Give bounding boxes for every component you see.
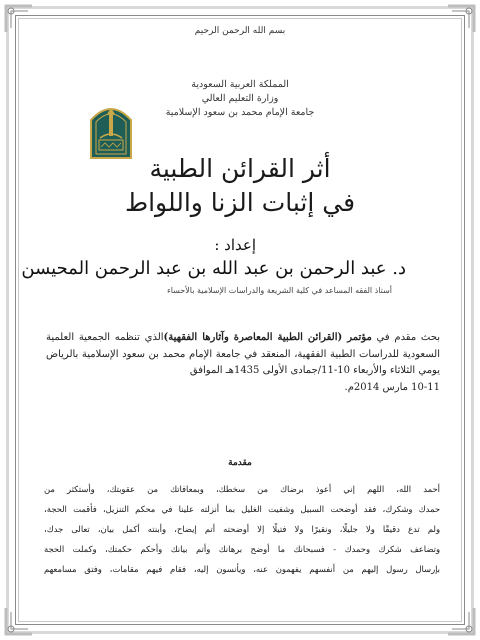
conference-title: (القرائن الطبية المعاصرة وآثارها الفقهية) <box>163 332 348 343</box>
conference-label: مؤتمر <box>347 332 372 343</box>
prepared-by-label: إعداد : <box>214 236 256 254</box>
intro-line: بإرسال رسول إليهم من أنفسهم يفهمون عنه، ويأنسون إليه، فقام فيهم مقامات، وفتق مسامعهم <box>44 564 440 574</box>
author-name: د. عبد الرحمن بن عبد الله بن عبد الرحمن المحيسن <box>21 258 406 279</box>
university-name: جامعة الإمام محمد بن سعود الإسلامية <box>165 107 315 118</box>
intro-line: ولم تدع دقيقًا ولا جليلًا، ونقيرًا ولا فتيلًا إلا أوضحته أتم إيضاح، وأبنته أكمل بيان، تعالى جدك، <box>44 524 440 534</box>
title-line-1: أثر القرائن الطبية <box>149 154 331 183</box>
abstract-paragraph <box>46 330 440 396</box>
intro-line: أحمد الله، اللهم إني أعوذ برضاك من سخطك، وبمعافاتك من عقوبتك، وأستكثر من <box>44 484 440 494</box>
abstract-line-1: الذي تنظمه الجمعية العلمية السعودية للدراسات الطبية الفقهية، المنعقد في جامعة الإمام محمد بن سعود <box>46 332 440 360</box>
intro-heading: مقدمة <box>228 458 252 468</box>
title-line-2: في إثبات الزنا واللواط <box>124 188 356 217</box>
research-title <box>0 152 480 220</box>
ministry-name: وزارة التعليم العالي <box>201 93 279 104</box>
corner-ornament-bottom-right <box>444 604 478 638</box>
kingdom-name: المملكة العربية السعودية <box>191 79 289 90</box>
institution-header <box>130 78 350 120</box>
intro-line: حمدك وشكرك، فقد أوضحت السبيل وشفيت الغليل بما أنزلته علينا في محكم التنزيل، فأقمت الحجة، <box>44 504 440 514</box>
abstract-line-3: 10-11 مارس 2014م. <box>344 381 440 393</box>
corner-ornament-bottom-left <box>2 604 36 638</box>
abstract-prefix: بحث مقدم في <box>371 332 440 343</box>
intro-text <box>44 479 440 579</box>
bismillah: بسم الله الرحمن الرحيم <box>194 26 286 36</box>
abstract-line-2: الإسلامية بالرياض يومي الثلاثاء والأربعاء 10-11/جمادى الأولى 1435هـ الموافق <box>46 348 440 376</box>
author-position: أستاذ الفقه المساعد في كلية الشريعة والدراسات الإسلامية بالأحساء <box>166 286 392 295</box>
intro-line: وتضاعف شكرك وحمدك - فسبحانك ما أوضح برهانك وأتم بيانك وأحكم حكمتك، وكملت الحجة <box>44 544 440 554</box>
